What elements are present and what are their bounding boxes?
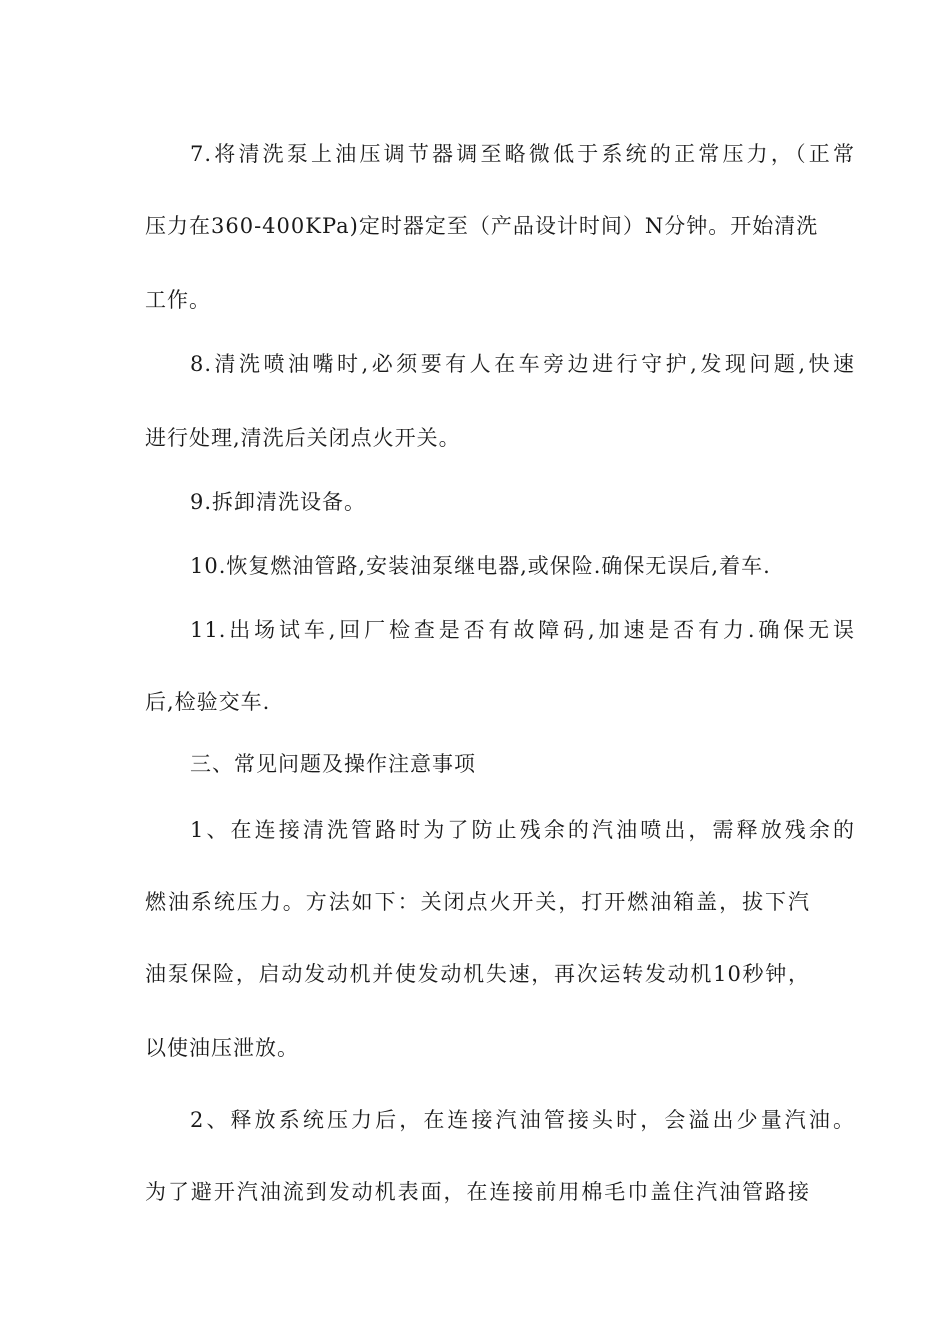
note-2-line-2: 为了避开汽油流到发动机表面，在连接前用棉毛巾盖住汽油管路接 [145,1180,810,1204]
paragraph-11-line-1: 11.出场试车,回厂检查是否有故障码,加速是否有力.确保无误 [190,618,855,642]
section-heading: 三、常见问题及操作注意事项 [190,752,476,776]
note-1-line-1: 1、在连接清洗管路时为了防止残余的汽油喷出，需释放残余的 [190,818,855,842]
paragraph-7-line-3: 工作。 [145,288,211,312]
paragraph-9: 9.拆卸清洗设备。 [190,490,367,514]
paragraph-8-line-2: 进行处理,清洗后关闭点火开关。 [145,426,461,450]
note-1-line-3: 油泵保险，启动发动机并使发动机失速，再次运转发动机10秒钟， [145,962,810,986]
paragraph-8-line-1: 8.清洗喷油嘴时,必须要有人在车旁边进行守护,发现问题,快速 [190,352,855,376]
paragraph-7-line-2: 压力在360-400KPa)定时器定至（产品设计时间）N分钟。开始清洗 [145,214,819,238]
paragraph-10: 10.恢复燃油管路,安装油泵继电器,或保险.确保无误后,着车. [190,554,771,578]
paragraph-11-line-2: 后,检验交车. [145,690,271,714]
note-1-line-2: 燃油系统压力。方法如下：关闭点火开关，打开燃油箱盖，拔下汽 [145,890,810,914]
note-2-line-1: 2、释放系统压力后，在连接汽油管接头时，会溢出少量汽油。 [190,1108,855,1132]
paragraph-7-line-1: 7.将清洗泵上油压调节器调至略微低于系统的正常压力，（正常 [190,142,855,166]
note-1-line-4: 以使油压泄放。 [145,1036,299,1060]
